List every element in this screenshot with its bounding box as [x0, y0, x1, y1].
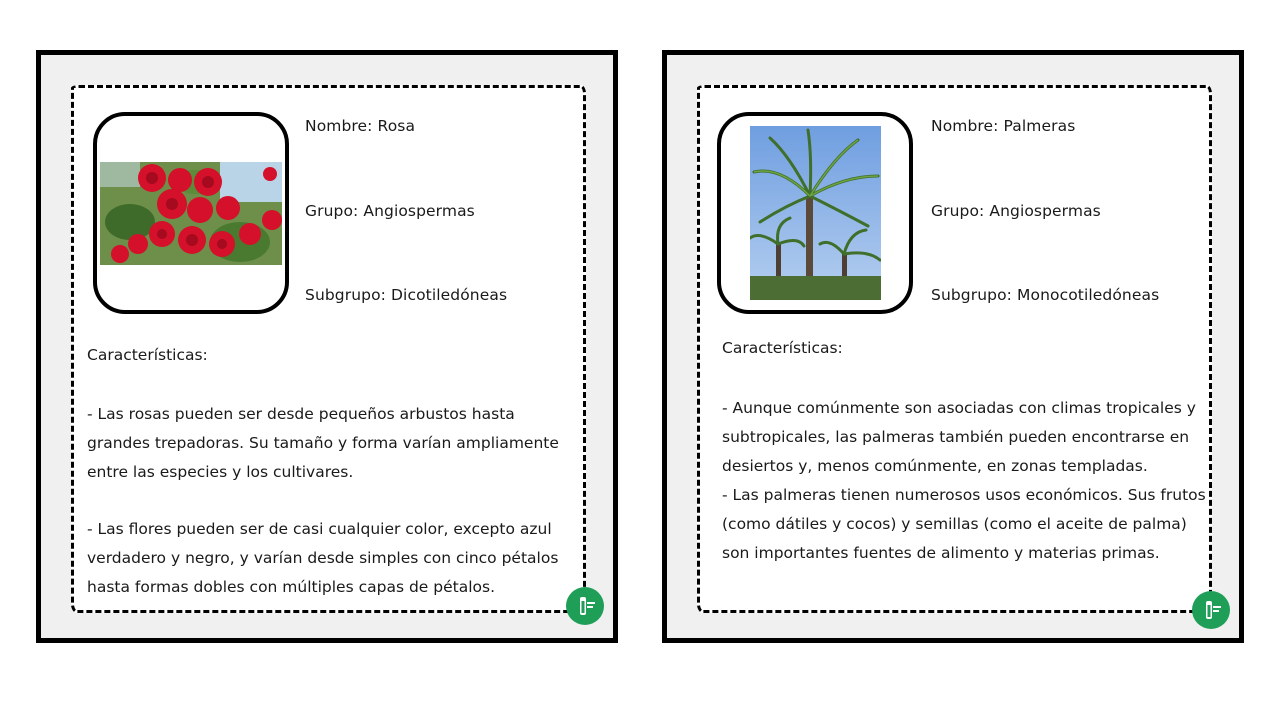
subgrupo-label: Subgrupo: Dicotiledóneas [305, 286, 508, 304]
rose-photo [100, 162, 282, 265]
characteristic-paragraph: - Aunque comúnmente son asociadas con climas tropicales y subtropicales, las palmeras también pueden encontrarse en desiertos y, menos comúnmente, en zonas templadas. [722, 399, 1196, 475]
logo-mark-icon [572, 593, 598, 619]
palm-photo [750, 126, 881, 300]
caracteristicas-title: Características: [722, 339, 843, 357]
subgrupo-label: Subgrupo: Monocotiledóneas [931, 286, 1160, 304]
photo-frame [717, 112, 913, 314]
photo-frame [93, 112, 289, 314]
characteristic-paragraph: - Las palmeras tienen numerosos usos económicos. Sus frutos (como dátiles y cocos) y semillas (como el aceite de palma) son importantes fuentes de alimento y materias primas. [722, 486, 1206, 562]
plant-card-palmeras [662, 50, 1244, 643]
nombre-label: Nombre: Palmeras [931, 117, 1076, 135]
plant-card-rosa [36, 50, 618, 643]
grupo-label: Grupo: Angiospermas [305, 202, 475, 220]
logo-mark-icon [1198, 597, 1224, 623]
caracteristicas-title: Características: [87, 346, 208, 364]
characteristic-paragraph: - Las flores pueden ser de casi cualquier color, excepto azul verdadero y negro, y varían desde simples con cinco pétalos hasta formas dobles con múltiples capas de pétalos. [87, 520, 559, 596]
characteristic-paragraph: - Las rosas pueden ser desde pequeños arbustos hasta grandes trepadoras. Su tamaño y forma varían ampliamente entre las especies y los cultivares. [87, 405, 559, 481]
publisher-logo-icon [566, 587, 604, 625]
grupo-label: Grupo: Angiospermas [931, 202, 1101, 220]
nombre-label: Nombre: Rosa [305, 117, 416, 135]
publisher-logo-icon [1192, 591, 1230, 629]
